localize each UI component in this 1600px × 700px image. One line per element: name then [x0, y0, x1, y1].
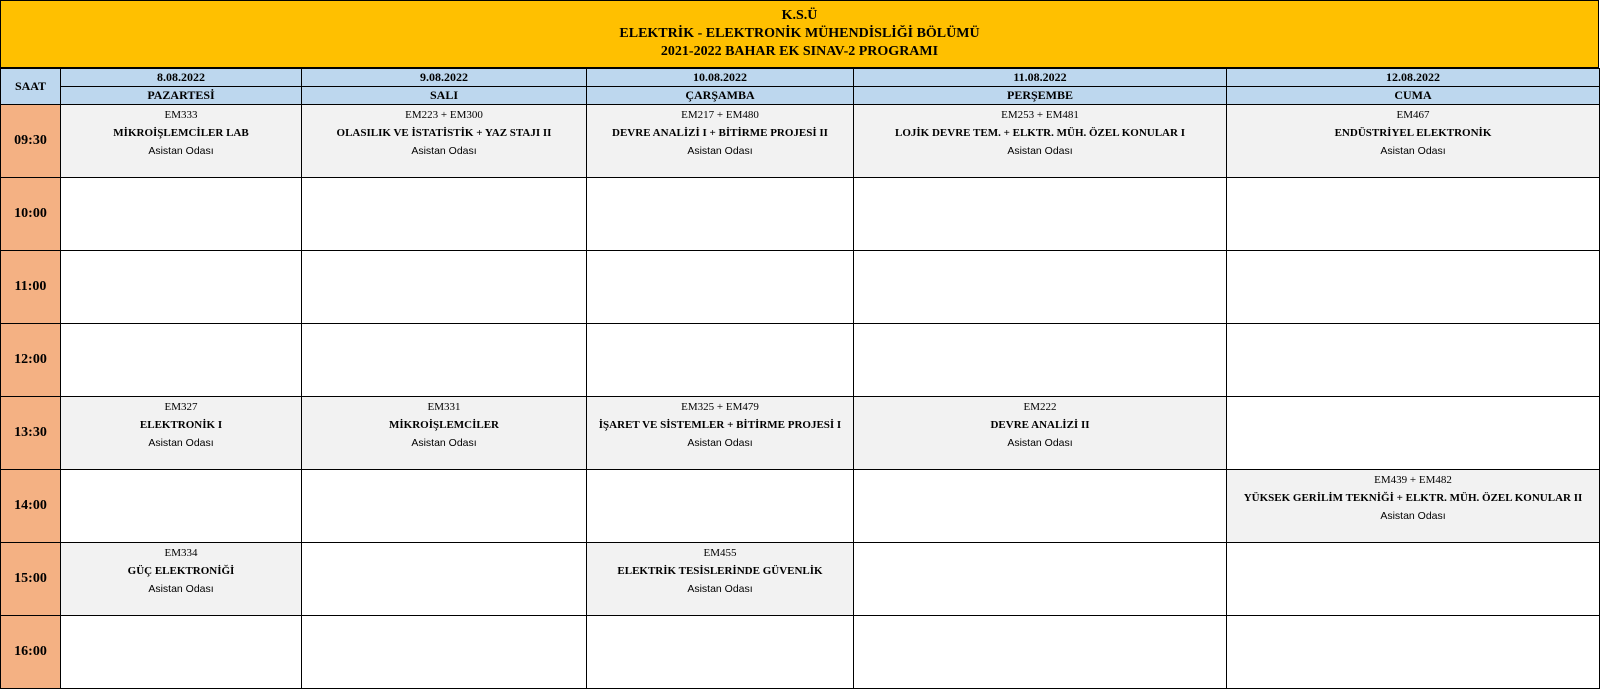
course-name: ENDÜSTRİYEL ELEKTRONİK — [1334, 127, 1492, 139]
exam-cell — [61, 397, 302, 470]
empty-cell — [1227, 616, 1600, 689]
exam-room: Asistan Odası — [148, 583, 214, 595]
exam-cell — [61, 543, 302, 616]
time-slot-row — [1, 178, 1600, 251]
course-name: YÜKSEK GERİLİM TEKNİĞİ + ELKTR. MÜH. ÖZEL KONULAR II — [1243, 492, 1583, 504]
day-name: CUMA — [1227, 87, 1600, 105]
exam-room: Asistan Odası — [687, 145, 753, 157]
time-slot-label: 09:30 — [1, 105, 61, 178]
empty-cell — [587, 178, 854, 251]
empty-cell — [854, 251, 1227, 324]
time-slot-label: 11:00 — [1, 251, 61, 324]
exam-room: Asistan Odası — [687, 437, 753, 449]
day-date: 10.08.2022 — [587, 69, 854, 87]
exam-cell — [1227, 470, 1600, 543]
empty-cell — [302, 470, 587, 543]
exam-cell — [61, 105, 302, 178]
schedule-table — [0, 68, 1600, 689]
empty-cell — [1227, 251, 1600, 324]
exam-cell — [587, 397, 854, 470]
empty-cell — [854, 470, 1227, 543]
course-name: DEVRE ANALİZİ I + BİTİRME PROJESİ II — [612, 127, 828, 139]
empty-cell — [302, 324, 587, 397]
empty-cell — [61, 251, 302, 324]
course-name: MİKROİŞLEMCİLER LAB — [113, 127, 249, 139]
course-code: EM334 — [164, 547, 198, 559]
exam-room: Asistan Odası — [1007, 145, 1073, 157]
empty-cell — [587, 324, 854, 397]
empty-cell — [61, 470, 302, 543]
empty-cell — [302, 178, 587, 251]
empty-cell — [587, 251, 854, 324]
time-slot-label: 12:00 — [1, 324, 61, 397]
title-line-2: ELEKTRİK - ELEKTRONİK MÜHENDİSLİĞİ BÖLÜMÜ — [619, 26, 980, 41]
empty-cell — [587, 616, 854, 689]
empty-cell — [854, 178, 1227, 251]
time-slot-row — [1, 616, 1600, 689]
course-name: MİKROİŞLEMCİLER — [388, 419, 500, 431]
time-slot-label: 10:00 — [1, 178, 61, 251]
empty-cell — [1227, 178, 1600, 251]
course-name: ELEKTRİK TESİSLERİNDE GÜVENLİK — [617, 565, 823, 577]
day-date: 12.08.2022 — [1227, 69, 1600, 87]
exam-room: Asistan Odası — [1380, 145, 1446, 157]
course-code: EM325 + EM479 — [681, 401, 759, 413]
time-slot-label: 15:00 — [1, 543, 61, 616]
course-code: EM217 + EM480 — [681, 109, 759, 121]
title-line-3: 2021-2022 BAHAR EK SINAV-2 PROGRAMI — [660, 44, 939, 59]
course-name: ELEKTRONİK I — [139, 419, 223, 431]
empty-cell — [302, 616, 587, 689]
course-name: LOJİK DEVRE TEM. + ELKTR. MÜH. ÖZEL KONULAR I — [895, 127, 1185, 139]
day-name: PERŞEMBE — [854, 87, 1227, 105]
exam-room: Asistan Odası — [148, 145, 214, 157]
exam-room: Asistan Odası — [411, 145, 477, 157]
empty-cell — [1227, 543, 1600, 616]
time-slot-row — [1, 397, 1600, 470]
date-row — [1, 69, 1600, 87]
day-name: SALI — [302, 87, 587, 105]
time-slot-label: 16:00 — [1, 616, 61, 689]
empty-cell — [302, 251, 587, 324]
exam-cell — [302, 397, 587, 470]
empty-cell — [854, 616, 1227, 689]
day-name: ÇARŞAMBA — [587, 87, 854, 105]
empty-cell — [854, 543, 1227, 616]
empty-cell — [1227, 397, 1600, 470]
course-code: EM253 + EM481 — [1001, 109, 1079, 121]
day-name: PAZARTESİ — [61, 87, 302, 105]
time-slot-row — [1, 470, 1600, 543]
exam-cell — [854, 397, 1227, 470]
course-code: EM327 — [164, 401, 198, 413]
empty-cell — [61, 178, 302, 251]
course-name: OLASILIK VE İSTATİSTİK + YAZ STAJI II — [336, 127, 552, 139]
course-name: İŞARET VE SİSTEMLER + BİTİRME PROJESİ I — [598, 419, 842, 431]
time-slot-label: 13:30 — [1, 397, 61, 470]
exam-cell — [1227, 105, 1600, 178]
empty-cell — [854, 324, 1227, 397]
course-name: GÜÇ ELEKTRONİĞİ — [127, 565, 235, 577]
course-code: EM222 — [1023, 401, 1057, 413]
title-line-1: K.S.Ü — [781, 8, 818, 23]
exam-cell — [587, 543, 854, 616]
saat-header: SAAT — [1, 69, 61, 105]
day-date: 11.08.2022 — [854, 69, 1227, 87]
time-slot-row — [1, 105, 1600, 178]
course-name: DEVRE ANALİZİ II — [990, 419, 1090, 431]
course-code: EM331 — [427, 401, 461, 413]
time-slot-row — [1, 543, 1600, 616]
empty-cell — [61, 616, 302, 689]
empty-cell — [302, 543, 587, 616]
empty-cell — [1227, 324, 1600, 397]
day-date: 9.08.2022 — [302, 69, 587, 87]
course-code: EM333 — [164, 109, 198, 121]
exam-room: Asistan Odası — [687, 583, 753, 595]
course-code: EM223 + EM300 — [405, 109, 483, 121]
course-code: EM467 — [1396, 109, 1430, 121]
exam-room: Asistan Odası — [1007, 437, 1073, 449]
exam-cell — [854, 105, 1227, 178]
exam-room: Asistan Odası — [1380, 510, 1446, 522]
empty-cell — [587, 470, 854, 543]
exam-cell — [587, 105, 854, 178]
exam-room: Asistan Odası — [411, 437, 477, 449]
time-slot-label: 14:00 — [1, 470, 61, 543]
course-code: EM439 + EM482 — [1374, 474, 1452, 486]
day-date: 8.08.2022 — [61, 69, 302, 87]
empty-cell — [61, 324, 302, 397]
day-name-row — [1, 87, 1600, 105]
course-code: EM455 — [703, 547, 737, 559]
exam-room: Asistan Odası — [148, 437, 214, 449]
title-band — [0, 0, 1599, 68]
time-slot-row — [1, 251, 1600, 324]
time-slot-row — [1, 324, 1600, 397]
exam-cell — [302, 105, 587, 178]
